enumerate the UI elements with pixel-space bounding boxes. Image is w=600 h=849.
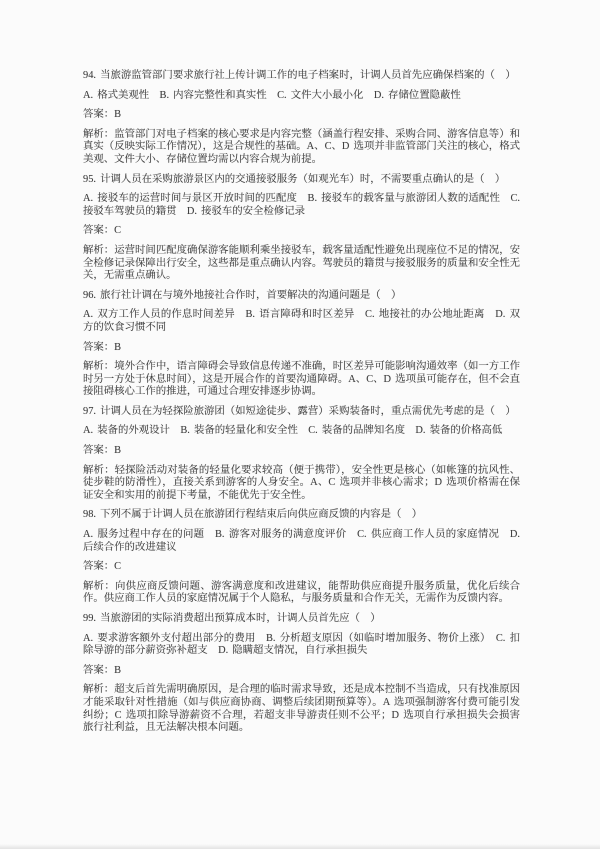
answer-line: 答案：B [83, 664, 122, 676]
question-block [83, 174, 520, 283]
answer-line: 答案：B [83, 341, 122, 353]
question-options: A. 服务过程中存在的问题 B. 游客对服务的满意度评价 C. 供应商工作人员的家庭情况 D. 后续合作的改进建议 [83, 529, 520, 553]
exam-questions-list [83, 70, 520, 742]
question-block [83, 613, 520, 735]
answer-line: 答案：C [83, 225, 122, 237]
question-stem: 95. 计调人员在采购旅游景区内的交通接驳服务（如观光车）时，不需要重点确认的是（ ） [83, 173, 506, 185]
answer-line: 答案：C [83, 561, 122, 573]
question-options: A. 要求游客额外支付超出部分的费用 B. 分析超支原因（如临时增加服务、物价上涨） C. 扣除导游的部分薪资弥补超支 D. 隐瞒超支情况，自行承担损失 [83, 632, 520, 657]
question-stem: 99. 当旅游团的实际消费超出预算成本时，计调人员首先应（ ） [83, 613, 381, 624]
analysis-line: 解析：轻探险活动对装备的轻量化要求较高（便于携带），安全性更是核心（如帐篷的抗风性、徒步鞋的防滑性），直接关系到游客的人身安全。A、C 选项并非核心需求；D 选项价格需在保证安全和实用的前提下考量，不能优先于安全性。 [83, 464, 520, 501]
question-options: A. 装备的外观设计 B. 装备的轻量化和安全性 C. 装备的品牌知名度 D. 装备的价格高低 [83, 425, 503, 437]
question-block [83, 70, 520, 167]
question-options: A. 接驳车的运营时间与景区开放时间的匹配度 B. 接驳车的载客量与旅游团人数的适配性 C. 接驳车驾驶员的籍贯 D. 接驳车的安全检修记录 [83, 193, 520, 217]
answer-line: 答案：B [83, 109, 122, 121]
analysis-line: 解析：超支后首先需明确原因，是合理的临时需求导致，还是成本控制不当造成，只有找准原因才能采取针对性措施（如与供应商协商、调整后续团期预算等）。A 选项强制游客付费可能引发纠纷；C 选项扣除导游薪资不合理，若超支非导游责任则不公平；D 选项自行承担损失会损害旅行社利益，且无法解决根本问题。 [83, 684, 520, 734]
question-stem: 97. 计调人员在为轻探险旅游团（如短途徒步、露营）采购装备时，重点需优先考虑的是（ ） [83, 405, 516, 417]
page-bottom-shadow [0, 844, 600, 849]
question-stem: 96. 旅行社计调在与境外地接社合作时，首要解决的沟通问题是（ ） [83, 289, 402, 301]
answer-line: 答案：B [83, 445, 122, 457]
question-options: A. 格式美观性 B. 内容完整性和真实性 C. 文件大小最小化 D. 存储位置隐蔽性 [83, 89, 461, 101]
question-options: A. 双方工作人员的作息时间差异 B. 语言障碍和时区差异 C. 地接社的办公地址距离 D. 双方的饮食习惯不同 [83, 309, 520, 333]
question-stem: 94. 当旅游监管部门要求旅行社上传计调工作的电子档案时，计调人员首先应确保档案的（ ） [83, 70, 516, 81]
analysis-line: 解析：监管部门对电子档案的核心要求是内容完整（涵盖行程安排、采购合同、游客信息等）和真实（反映实际工作情况），这是合规性的基础。A、C、D 选项并非监管部门关注的核心，格式美观、文件大小、存储位置均需以内容合规为前提。 [83, 128, 520, 165]
question-block [83, 406, 520, 503]
question-block [83, 290, 520, 399]
question-block [83, 509, 520, 606]
question-stem: 98. 下列不属于计调人员在旅游团行程结束后向供应商反馈的内容是（ ） [83, 509, 423, 521]
analysis-line: 解析：运营时间匹配度确保游客能顺利乘坐接驳车，载客量适配性避免出现座位不足的情况，安全检修记录保障出行安全，这些都是重点确认内容。驾驶员的籍贯与接驳服务的质量和安全性无关，无需重点确认。 [83, 244, 520, 282]
analysis-line: 解析：向供应商反馈问题、游客满意度和改进建议，能帮助供应商提升服务质量，优化后续合作。供应商工作人员的家庭情况属于个人隐私，与服务质量和合作无关，无需作为反馈内容。 [83, 580, 520, 605]
analysis-line: 解析：境外合作中，语言障碍会导致信息传递不准确，时区差异可能影响沟通效率（如一方工作时另一方处于休息时间），这是开展合作的首要沟通障碍。A、C、D 选项虽可能存在，但不会直接阻碍核心工作的推进，可通过合理安排逐步协调。 [83, 361, 520, 398]
